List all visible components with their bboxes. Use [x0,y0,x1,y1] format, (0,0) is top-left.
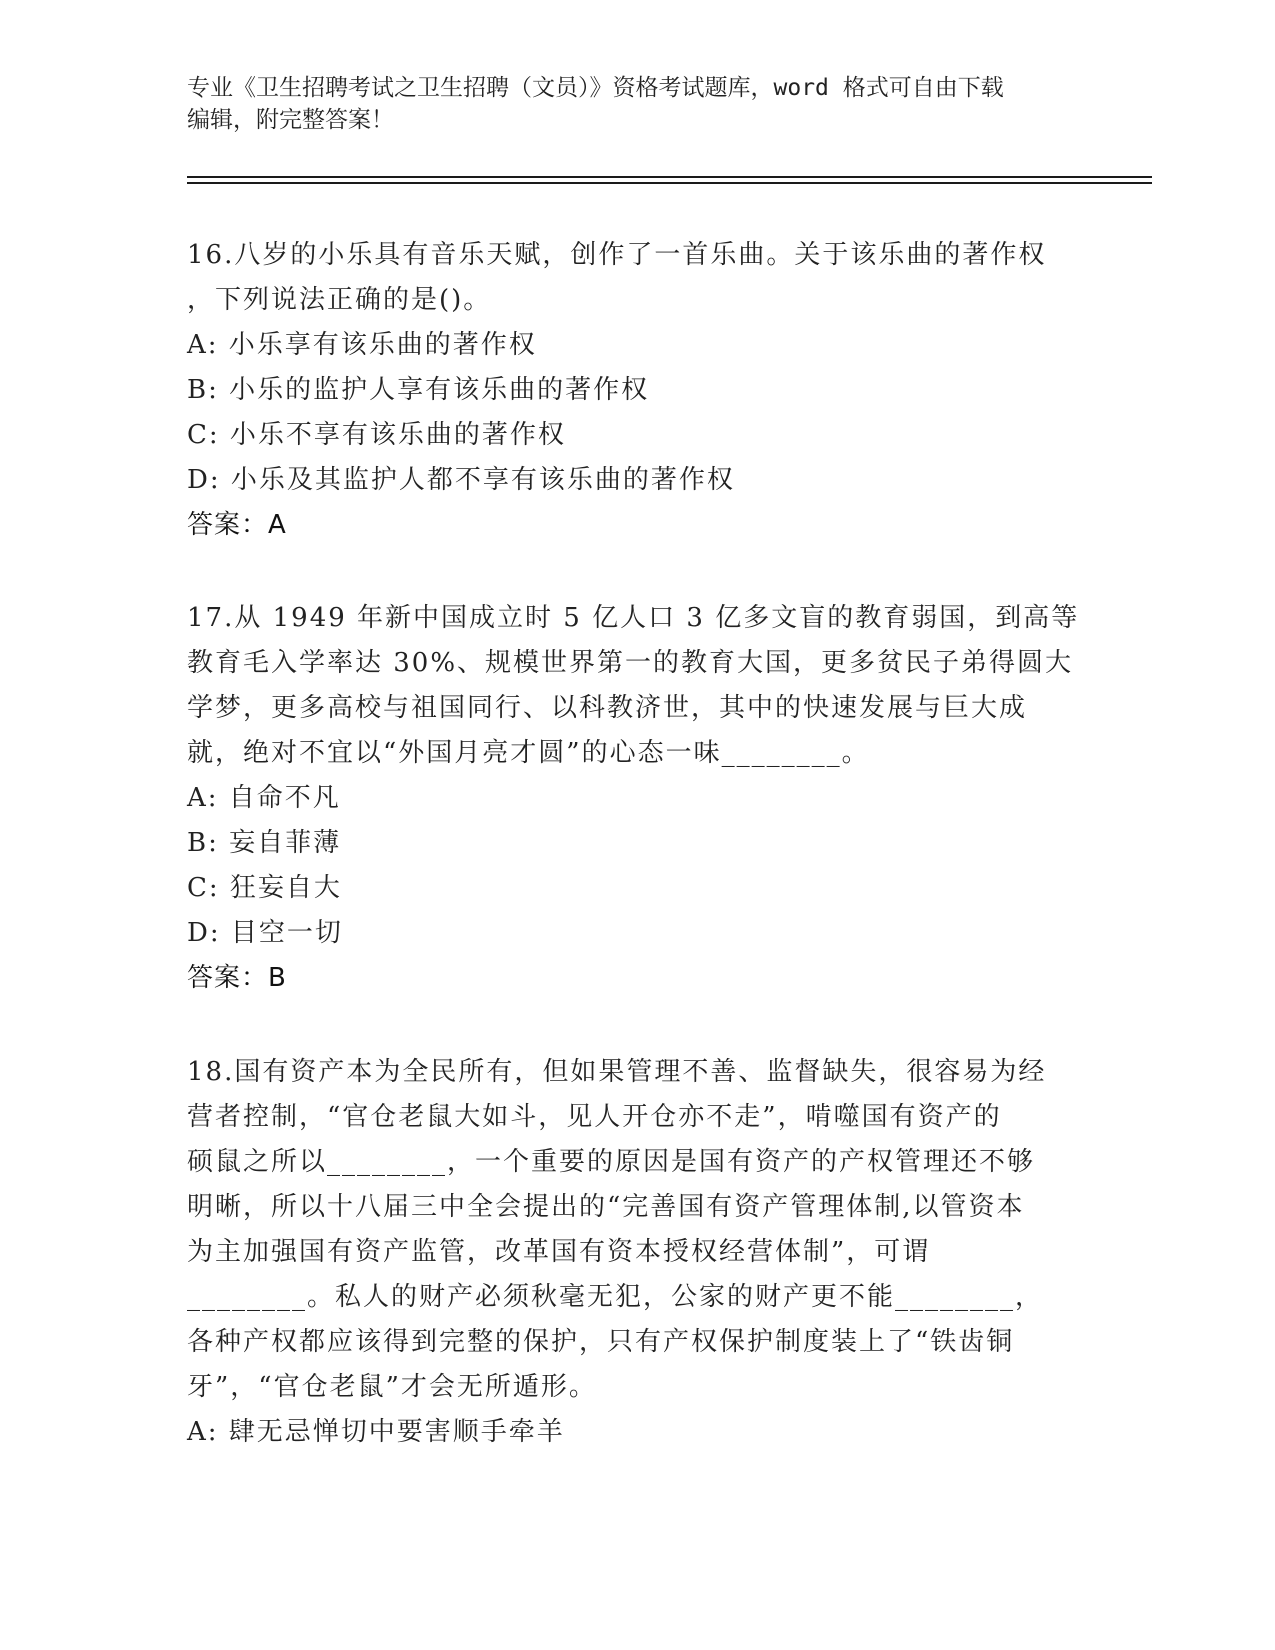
question-text-line: 学梦，更多高校与祖国同行、以科教济世，其中的快速发展与巨大成 [187,693,1028,723]
option-c: C: 小乐不享有该乐曲的著作权 [187,420,566,450]
question-18 [187,1050,1087,1455]
question-text-line: 牙”，“官仓老鼠”才会无所遁形。 [187,1372,597,1402]
option-c: C: 狂妄自大 [187,873,342,903]
question-text-line: 为主加强国有资产监管，改革国有资本授权经营体制”，可谓 [187,1237,931,1267]
option-a: A: 自命不凡 [187,783,341,813]
option-b: B: 小乐的监护人享有该乐曲的著作权 [187,375,650,405]
header-divider-bottom [187,182,1152,184]
header-divider-top [187,176,1152,178]
answer-label: 答案：A [187,510,287,540]
question-text-line: 就，绝对不宜以“外国月亮才圆”的心态一味________。 [187,738,870,768]
question-text-line: 18.国有资产本为全民所有，但如果管理不善、监督缺失，很容易为经 [187,1057,1047,1087]
option-a: A: 肆无忌惮切中要害顺手牵羊 [187,1417,565,1447]
question-text-line: 营者控制，“官仓老鼠大如斗，见人开仓亦不走”，啃噬国有资产的 [187,1102,1002,1132]
question-text-line: 16.八岁的小乐具有音乐天赋，创作了一首乐曲。关于该乐曲的著作权 [187,240,1047,270]
question-text-line: 各种产权都应该得到完整的保护，只有产权保护制度装上了“铁齿铜 [187,1327,1015,1357]
question-text-line: 硕鼠之所以________，一个重要的原因是国有资产的产权管理还不够 [187,1147,1036,1177]
question-17 [187,596,1087,1001]
answer-label: 答案：B [187,963,287,993]
document-header [187,72,1087,136]
question-text-line: 明晰，所以十八届三中全会提出的“完善国有资产管理体制,以管资本 [187,1192,1025,1222]
question-text-line: ________。私人的财产必须秋毫无犯，公家的财产更不能________， [187,1282,1044,1312]
question-text-line: 17.从 1949 年新中国成立时 5 亿人口 3 亿多文盲的教育弱国，到高等 [187,603,1080,633]
header-line-1: 专业《卫生招聘考试之卫生招聘（文员）》资格考试题库，word 格式可自由下载 [187,75,1004,101]
option-d: D: 目空一切 [187,918,343,948]
question-16 [187,233,1087,548]
option-d: D: 小乐及其监护人都不享有该乐曲的著作权 [187,465,735,495]
question-text-line: ，下列说法正确的是()。 [187,285,492,315]
option-a: A: 小乐享有该乐曲的著作权 [187,330,537,360]
header-line-2: 编辑，附完整答案！ [187,107,394,133]
option-b: B: 妄自菲薄 [187,828,342,858]
question-text-line: 教育毛入学率达 30%、规模世界第一的教育大国，更多贫民子弟得圆大 [187,648,1074,678]
